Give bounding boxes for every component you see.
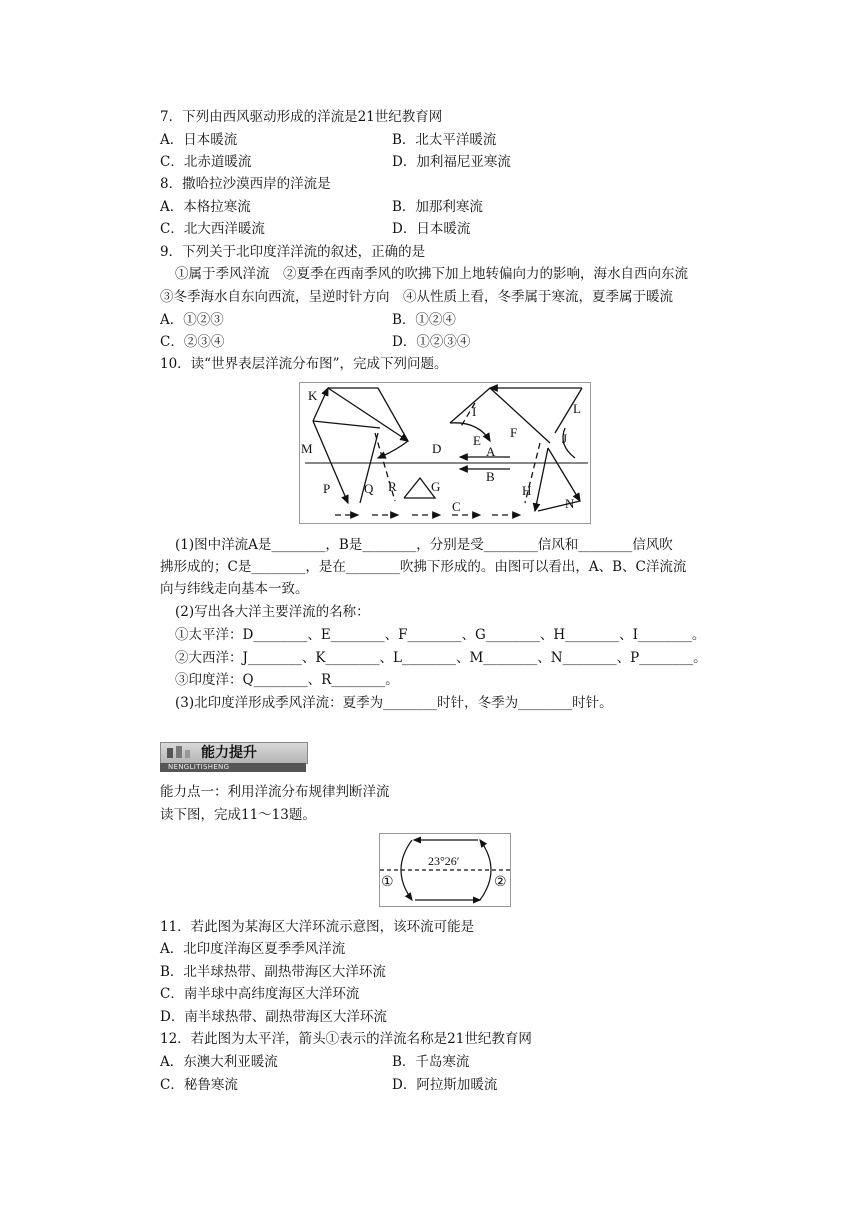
ocean-current-map-drawing bbox=[300, 383, 590, 523]
map-label-m: M bbox=[301, 441, 313, 456]
q9-option-a: A．①②③ bbox=[160, 312, 224, 328]
q11-option-c: C．南半球中高纬度海区大洋环流 bbox=[160, 986, 360, 1002]
q7-option-a: A．日本暖流 bbox=[160, 132, 238, 148]
ocean-current-map bbox=[299, 382, 591, 524]
q8-option-c: C．北大西洋暖流 bbox=[160, 221, 265, 237]
current-path-f bbox=[490, 388, 550, 443]
map-label-h: H bbox=[522, 483, 532, 498]
q9-option-b: B．①②④ bbox=[392, 312, 456, 328]
map-label-p: P bbox=[323, 481, 331, 496]
q10-part2-indian: ③印度洋：Q________、R________。 bbox=[175, 672, 399, 688]
map-label-g: G bbox=[431, 479, 441, 494]
map-label-k: K bbox=[308, 388, 318, 403]
q8-option-b: B．加那利寒流 bbox=[392, 199, 483, 215]
q9-stem: 9．下列关于北印度洋洋流的叙述，正确的是 bbox=[160, 244, 426, 260]
q8-option-a: A．本格拉寒流 bbox=[160, 199, 251, 215]
q10-part1-line1: (1)图中洋流A是________，B是________，分别是受________信风和________信风吹 bbox=[175, 537, 673, 553]
q10-part1-line3: 向与纬线走向基本一致。 bbox=[160, 581, 309, 597]
circulation-figure bbox=[379, 833, 511, 907]
map-label-i: I bbox=[472, 404, 477, 419]
current-path-n bbox=[548, 448, 580, 501]
circulation-diagram bbox=[380, 834, 510, 906]
q9-option-d: D．①②③④ bbox=[392, 334, 471, 350]
figure-label-1: ① bbox=[381, 875, 394, 890]
map-label-r: R bbox=[388, 479, 397, 494]
section-badge-bar bbox=[160, 742, 308, 764]
q12-option-c: C．秘鲁寒流 bbox=[160, 1077, 238, 1093]
q11-stem: 11．若此图为某海区大洋环流示意图，该环流可能是 bbox=[160, 919, 475, 935]
q11-option-a: A．北印度洋海区夏季季风洋流 bbox=[160, 941, 346, 957]
q7-option-c: C．北赤道暖流 bbox=[160, 154, 252, 170]
q9-statement-line2: ③冬季海水自东向西流，呈逆时针方向 ④从性质上看，冬季属于寒流，夏季属于暖流 bbox=[160, 289, 673, 305]
map-label-f: F bbox=[510, 425, 518, 440]
q12-option-a: A．东澳大利亚暖流 bbox=[160, 1054, 278, 1070]
figure-label-2: ② bbox=[494, 875, 507, 890]
map-label-b: B bbox=[486, 469, 495, 484]
section-badge bbox=[160, 742, 306, 772]
current-path-d bbox=[450, 388, 490, 423]
q9-statement-line1: ①属于季风洋流 ②夏季在西南季风的吹拂下加上地转偏向力的影响，海水自西向东流 bbox=[175, 266, 688, 282]
figure-latitude-label: 23°26′ bbox=[428, 854, 460, 868]
section-title: 能力提升 bbox=[201, 745, 257, 761]
map-label-e: E bbox=[473, 433, 481, 448]
q7-option-d: D．加利福尼亚寒流 bbox=[392, 154, 511, 170]
q10-part3: (3)北印度洋形成季风洋流：夏季为________时针，冬季为________时针。 bbox=[175, 695, 613, 711]
section-badge-icon bbox=[165, 745, 193, 761]
map-label-q: Q bbox=[364, 481, 374, 496]
map-label-n: N bbox=[565, 496, 575, 511]
map-label-c: C bbox=[452, 499, 461, 514]
ability-point-title: 能力点一：利用洋流分布规律判断洋流 bbox=[160, 784, 390, 800]
current-path-nw bbox=[328, 388, 408, 441]
q11-option-d: D．南半球热带、副热带海区大洋环流 bbox=[160, 1009, 387, 1025]
q7-option-b: B．北太平洋暖流 bbox=[392, 132, 497, 148]
current-path-loop bbox=[378, 441, 408, 458]
q12-stem: 12．若此图为太平洋，箭头①表示的洋流名称是21世纪教育网 bbox=[160, 1031, 532, 1047]
map-label-j: J bbox=[562, 431, 568, 446]
map-label-l: L bbox=[573, 401, 581, 416]
q10-part1-line2: 拂形成的；C是________，是在________吹拂下形成的。由图可以看出，A、B、C洋流流 bbox=[160, 559, 687, 575]
map-label-d: D bbox=[432, 441, 442, 456]
q10-stem: 10．读“世界表层洋流分布图”，完成下列问题。 bbox=[160, 356, 448, 372]
q11-option-b: B．北半球热带、副热带海区大洋环流 bbox=[160, 964, 386, 980]
q9-option-c: C．②③④ bbox=[160, 334, 225, 350]
q12-option-d: D．阿拉斯加暖流 bbox=[392, 1077, 498, 1093]
current-path-m bbox=[313, 421, 348, 503]
ability-instruction: 读下图，完成11～13题。 bbox=[160, 807, 316, 823]
section-subtitle: NENGLITISHENG bbox=[160, 763, 306, 772]
current-path-e bbox=[450, 423, 490, 441]
q10-part2-pacific: ①太平洋：D________、E________、F________、G________、H________、I________。 bbox=[175, 627, 706, 643]
current-path-n1 bbox=[378, 388, 408, 441]
current-path-mid-left bbox=[313, 421, 380, 428]
q10-part2-stem: (2)写出各大洋主要洋流的名称： bbox=[175, 604, 370, 620]
q8-stem: 8．撒哈拉沙漠西岸的洋流是 bbox=[160, 176, 331, 192]
q8-option-d: D．日本暖流 bbox=[392, 221, 471, 237]
q10-part2-atlantic: ②大西洋：J________、K________、L________、M________、N________、P________。 bbox=[175, 650, 707, 666]
q7-stem: 7．下列由西风驱动形成的洋流是21世纪教育网 bbox=[160, 109, 443, 125]
q12-option-b: B．千岛寒流 bbox=[392, 1054, 470, 1070]
map-label-a: A bbox=[486, 444, 496, 459]
